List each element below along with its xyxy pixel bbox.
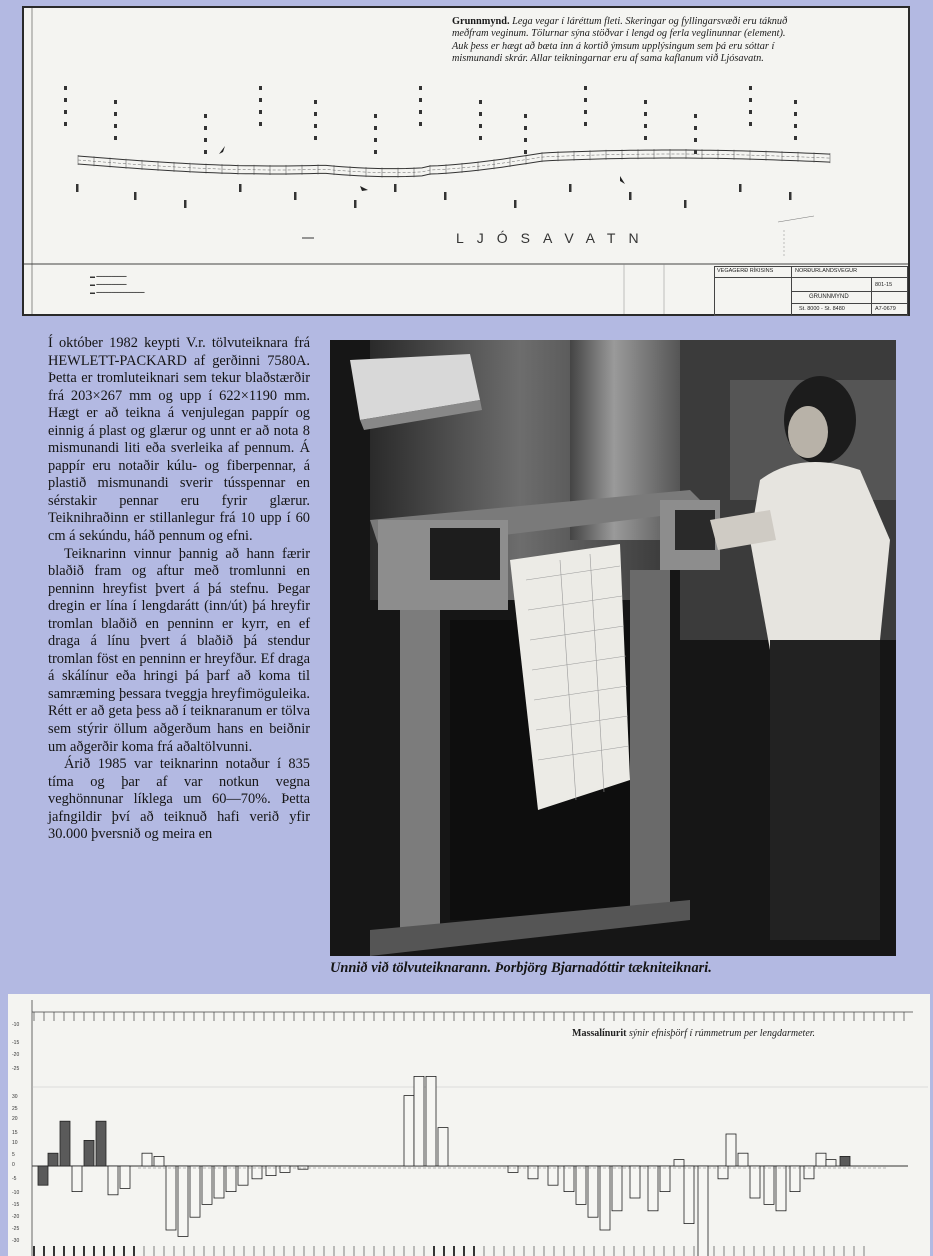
mass-axis-tick-label: -15 — [12, 1202, 20, 1208]
title-block-org: VEGAGERÐ RÍKISINS — [717, 268, 774, 274]
mass-axis-tick-label: -5 — [12, 1176, 17, 1182]
mass-axis-tick-label: -25 — [12, 1226, 20, 1232]
mass-axis-tick-label: -15 — [12, 1040, 20, 1046]
lake-label: LJÓSAVATN — [456, 230, 652, 246]
mass-axis-tick-label: 20 — [12, 1116, 18, 1122]
plan-caption-line: meðfram veginum. Tölurnar sýna stöðvar í lengd og ferla veglinunnar (element). — [452, 28, 786, 40]
mass-axis-tick-label: 10 — [12, 1140, 18, 1146]
mass-axis-tick-label: 0 — [12, 1162, 15, 1168]
article-paragraph: Teiknarinn vinnur þannig að hann færir blaðið fram og aftur með tromlunni en penninn hreyfist þvert á þá stefnu. Þegar dregin er lína í lengdarátt (inn/út) þá hreyfir tromlan blaðið en penninn er kyrr, en ef draga á línu þvert á blaðið þá stendur tromlan föst en penninn er hreyfður. Ef draga á skálínur eða hringi þá þarf að koma til samræming þessara tveggja hreyfimöguleika. Rétt er að geta þess að í teiknaranum er tölva sem stýrir öllum aðgerðum hans en beiðnir um aðgerðir koma frá aðaltölvunni. — [48, 545, 310, 755]
plan-drawing — [22, 6, 910, 316]
mass-axis-tick-label: -20 — [12, 1052, 20, 1058]
mass-axis-tick-label: 30 — [12, 1094, 18, 1100]
legend-line: ▬ ━━━━━━━━━━ — [90, 282, 127, 288]
plotter-photo-illustration — [330, 340, 896, 956]
article-body — [48, 335, 310, 844]
mass-axis-tick-label: 25 — [12, 1106, 18, 1112]
mass-axis-tick-label: -25 — [12, 1066, 20, 1072]
legend-line: ▬ ━━━━━━━━━━ — [90, 274, 127, 280]
article-paragraph: Í október 1982 keypti V.r. tölvuteiknara frá HEWLETT-PACKARD af gerðinni 7580A. Þetta er tromluteiknari sem tekur blaðstærðir frá 203×267 mm og upp í 622×1190 mm. Hægt er að teikna á venjulegan pappír og einnig á plast og glærur og unnt er að nota 8 mismunandi liti eða sverleika af pennum. Á pappír eru notaðir kúlu- og fiberpennar, á plastið mismunandi sverir tússpennar en sérstakir pennar eru fyrir glærur. Teiknihraðinn er stillanlegur frá 10 upp í 60 cm á sekúndu, háð pennum og efni. — [48, 335, 310, 545]
mass-caption-text: sýnir efnisþörf í rúmmetrum per lengdarmeter. — [628, 1028, 816, 1039]
title-block-road: NORÐURLANDSVEGUR — [795, 268, 858, 274]
mass-axis-tick-label: -10 — [12, 1022, 20, 1028]
mass-axis-tick-label: -10 — [12, 1190, 20, 1196]
title-block-stations: St. 8000 - St. 8480 — [799, 306, 845, 312]
mass-haul-diagram — [8, 994, 930, 1256]
plan-caption-line: mismunandi skrár. Allar teikningarnar eru af sama kaflanum við Ljósavatn. — [452, 53, 764, 65]
legend-line: ▬ ━━━━━━━━━━━━━━━━ — [90, 290, 145, 296]
plan-caption — [452, 16, 904, 66]
mass-caption-title: Massalínurit — [572, 1028, 627, 1039]
plotter-photo — [330, 340, 896, 956]
plan-caption-title: Grunnmynd. — [452, 16, 510, 27]
title-block-drawing-name: GRUNNMYND — [809, 294, 849, 300]
mass-caption — [572, 1028, 815, 1039]
title-block-sheet: 801-15 — [875, 282, 893, 288]
mass-axis-tick-label: -20 — [12, 1214, 20, 1220]
mass-axis-tick-label: -30 — [12, 1238, 20, 1244]
photo-caption: Unnið við tölvuteiknarann. Þorbjörg Bjarnadóttir tækniteiknari. — [330, 960, 712, 976]
mass-axis-tick-label: 15 — [12, 1130, 18, 1136]
plan-caption-line: Auk þess er hægt að bæta inn á kortið ýmsum upplýsingum sem þá eru sóttar í — [452, 40, 775, 52]
plan-caption-line: Lega vegar í láréttum fleti. Skeringar og fyllingarsvæði eru táknuð — [512, 16, 788, 27]
title-block — [714, 266, 908, 316]
mass-axis-tick-label: 5 — [12, 1152, 15, 1158]
title-block-number: A7-0679 — [875, 306, 896, 312]
article-paragraph: Árið 1985 var teiknarinn notaður í 835 tíma og þar af var notkun vegna veghönnunar líklega um 60—70%. Þetta jafngildir því að teiknuð hafi verið yfir 30.000 þversnið og meira en — [48, 756, 310, 843]
